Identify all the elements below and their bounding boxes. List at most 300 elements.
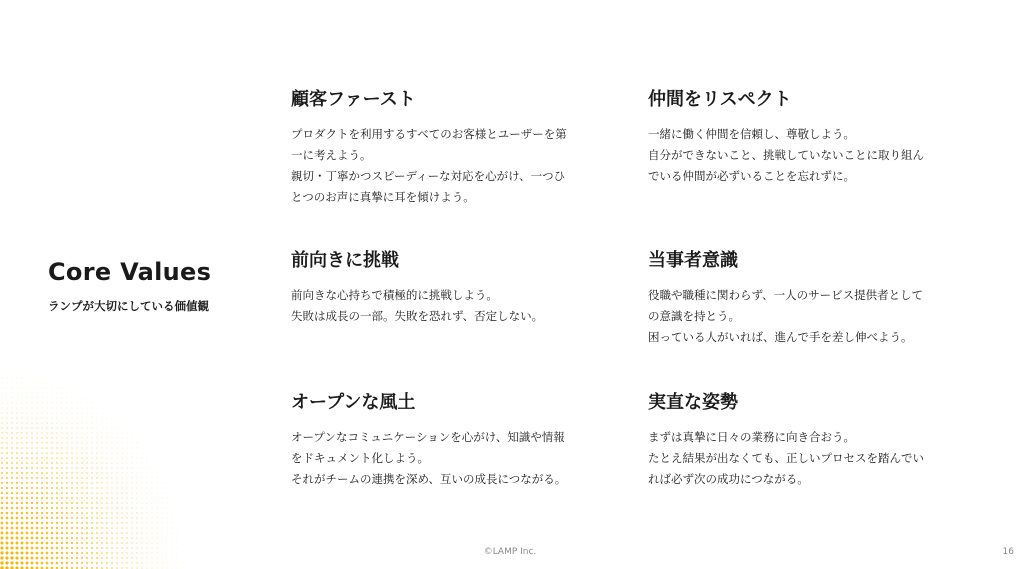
decorative-dot: [41, 502, 43, 504]
decorative-dot: [16, 407, 17, 408]
decorative-dot: [152, 523, 153, 524]
decorative-dot: [51, 447, 52, 448]
decorative-dot: [41, 537, 44, 540]
decorative-dot: [47, 408, 48, 409]
decorative-dot: [96, 512, 98, 514]
decorative-dot: [91, 532, 93, 534]
decorative-dot: [151, 562, 152, 563]
decorative-dot: [91, 542, 93, 544]
decorative-dot: [137, 488, 138, 489]
decorative-dot: [82, 413, 83, 414]
decorative-dot: [51, 472, 53, 474]
decorative-dot: [16, 487, 18, 489]
decorative-dot: [87, 403, 88, 404]
decorative-dot: [91, 492, 93, 494]
decorative-dot: [1, 457, 3, 459]
decorative-dot: [66, 457, 68, 459]
decorative-dot: [141, 512, 142, 513]
decorative-dot: [66, 542, 68, 544]
decorative-dot: [121, 522, 122, 523]
decorative-dot: [122, 428, 123, 429]
decorative-dot: [2, 378, 3, 379]
value-line: 失敗は成長の一部。失敗を恐れず、否定しない。: [291, 309, 544, 323]
decorative-dot: [182, 563, 183, 564]
decorative-dot: [66, 532, 68, 534]
decorative-dot: [96, 527, 98, 529]
decorative-dot: [71, 442, 72, 443]
decorative-dot: [137, 448, 138, 449]
decorative-dot: [1, 402, 2, 403]
value-line: 一緒に働く仲間を信頼し、尊敬しよう。: [648, 127, 855, 141]
decorative-dot: [92, 418, 93, 419]
decorative-dot: [86, 487, 88, 489]
decorative-dot: [17, 403, 18, 404]
decorative-dot: [31, 527, 34, 530]
decorative-dot: [56, 507, 58, 509]
decorative-dot: [177, 563, 178, 564]
decorative-dot: [31, 502, 33, 504]
decorative-dot: [22, 378, 23, 379]
decorative-dot: [16, 477, 18, 479]
decorative-dot: [17, 378, 18, 379]
value-line: 困っている人がいれば、進んで手を差し伸べよう。: [648, 330, 913, 344]
decorative-dot: [16, 497, 18, 499]
value-title: 仲間をリスペクト: [648, 89, 792, 110]
decorative-dot: [162, 488, 163, 489]
decorative-dot: [127, 433, 128, 434]
decorative-dot: [81, 477, 83, 479]
decorative-dot: [131, 542, 132, 543]
decorative-dot: [157, 528, 158, 529]
decorative-dot: [16, 452, 18, 454]
decorative-dot: [36, 482, 38, 484]
decorative-dot: [162, 493, 163, 494]
decorative-dot: [127, 438, 128, 439]
decorative-dot: [42, 398, 43, 399]
decorative-dot: [147, 498, 148, 499]
decorative-dot: [36, 407, 37, 408]
decorative-dot: [6, 442, 8, 444]
decorative-dot: [2, 393, 3, 394]
decorative-dot: [61, 427, 62, 428]
decorative-dot: [101, 492, 103, 494]
decorative-dot: [56, 497, 58, 499]
decorative-dot: [41, 432, 42, 433]
decorative-dot: [72, 418, 73, 419]
decorative-dot: [51, 512, 53, 514]
decorative-dot: [31, 472, 33, 474]
decorative-dot: [106, 542, 108, 544]
decorative-dot: [41, 512, 43, 514]
decorative-dot: [86, 507, 88, 509]
decorative-dot: [152, 493, 153, 494]
decorative-dot: [81, 522, 83, 524]
decorative-dot: [142, 478, 143, 479]
decorative-dot: [101, 497, 103, 499]
decorative-dot: [16, 542, 19, 545]
decorative-dot: [121, 502, 122, 503]
decorative-dot: [96, 447, 97, 448]
decorative-dot: [162, 508, 163, 509]
decorative-dot: [146, 537, 147, 538]
decorative-dot: [107, 443, 108, 444]
decorative-dot: [86, 562, 88, 564]
decorative-dot: [66, 502, 68, 504]
decorative-dot: [132, 458, 133, 459]
decorative-dot: [26, 422, 27, 423]
decorative-dot: [72, 403, 73, 404]
decorative-dot: [101, 512, 103, 514]
decorative-dot: [16, 502, 18, 504]
decorative-dot: [91, 557, 93, 559]
value-description: [291, 124, 621, 208]
decorative-dot: [81, 452, 82, 453]
decorative-dot: [66, 527, 68, 529]
decorative-dot: [21, 517, 24, 520]
decorative-dot: [126, 472, 127, 473]
decorative-dot: [6, 517, 9, 520]
decorative-dot: [146, 542, 147, 543]
decorative-dot: [66, 512, 68, 514]
decorative-dot: [126, 562, 127, 563]
decorative-dot: [97, 413, 98, 414]
decorative-dot: [31, 537, 34, 540]
decorative-dot: [81, 487, 83, 489]
value-line: をドキュメント化しよう。: [291, 451, 429, 465]
decorative-dot: [41, 542, 44, 545]
decorative-dot: [101, 507, 103, 509]
decorative-dot: [16, 437, 18, 439]
value-line: の意識を持とう。: [648, 309, 740, 323]
decorative-dot: [106, 497, 107, 498]
decorative-dot: [17, 388, 18, 389]
decorative-dot: [106, 487, 107, 488]
decorative-dot: [86, 542, 88, 544]
decorative-dot: [61, 452, 62, 453]
decorative-dot: [121, 527, 122, 528]
decorative-dot: [10, 561, 13, 564]
decorative-dot: [71, 532, 73, 534]
decorative-dot: [157, 518, 158, 519]
decorative-dot: [6, 522, 9, 525]
decorative-dot: [6, 417, 7, 418]
decorative-dot: [31, 492, 33, 494]
decorative-dot: [46, 427, 47, 428]
decorative-dot: [62, 408, 63, 409]
decorative-dot: [51, 462, 53, 464]
decorative-dot: [122, 448, 123, 449]
decorative-dot: [71, 512, 73, 514]
decorative-dot: [26, 562, 29, 565]
decorative-dot: [32, 403, 33, 404]
decorative-dot: [136, 512, 137, 513]
decorative-dot: [16, 442, 18, 444]
decorative-dot: [51, 507, 53, 509]
decorative-dot: [32, 393, 33, 394]
decorative-dot: [36, 497, 38, 499]
decorative-dot: [36, 502, 38, 504]
decorative-dot: [136, 527, 137, 528]
decorative-dot: [106, 527, 108, 529]
decorative-dot: [102, 438, 103, 439]
decorative-dot: [152, 528, 153, 529]
decorative-dot: [101, 522, 103, 524]
decorative-dot: [1, 482, 3, 484]
decorative-dot: [16, 462, 18, 464]
decorative-dot: [112, 423, 113, 424]
decorative-dot: [101, 517, 103, 519]
decorative-dot: [11, 432, 12, 433]
decorative-dot: [111, 462, 112, 463]
decorative-dot: [106, 447, 107, 448]
decorative-dot: [6, 407, 7, 408]
decorative-dot: [61, 532, 63, 534]
decorative-dot: [111, 487, 112, 488]
decorative-dot: [26, 407, 27, 408]
decorative-dot: [51, 532, 53, 534]
decorative-dot: [81, 497, 83, 499]
decorative-dot: [16, 412, 17, 413]
decorative-dot: [91, 497, 93, 499]
decorative-dot: [36, 537, 39, 540]
decorative-dot: [76, 457, 77, 458]
decorative-dot: [51, 527, 53, 529]
decorative-dot: [46, 522, 48, 524]
decorative-dot: [26, 472, 28, 474]
decorative-dot: [141, 517, 142, 518]
decorative-dot: [167, 558, 168, 559]
decorative-dot: [41, 557, 44, 560]
decorative-dot: [107, 428, 108, 429]
decorative-dot: [116, 462, 117, 463]
value-title: 実直な姿勢: [648, 392, 738, 413]
decorative-dot: [16, 507, 18, 509]
decorative-dot: [36, 517, 38, 519]
decorative-dot: [67, 413, 68, 414]
decorative-dot: [117, 438, 118, 439]
decorative-dot: [157, 543, 158, 544]
decorative-dot: [126, 527, 127, 528]
decorative-dot: [21, 432, 22, 433]
decorative-dot: [86, 472, 87, 473]
decorative-dot: [177, 528, 178, 529]
decorative-dot: [157, 563, 158, 564]
decorative-dot: [76, 512, 78, 514]
decorative-dot: [172, 528, 173, 529]
decorative-dot: [31, 497, 33, 499]
decorative-dot: [132, 468, 133, 469]
decorative-dot: [106, 557, 108, 559]
value-customer-first: [291, 88, 621, 208]
decorative-dot: [26, 467, 28, 469]
decorative-dot: [11, 532, 14, 535]
decorative-dot: [36, 472, 38, 474]
decorative-dot: [0, 561, 3, 564]
decorative-dot: [91, 537, 93, 539]
decorative-dot: [116, 507, 117, 508]
decorative-dot: [91, 472, 92, 473]
decorative-dot: [42, 383, 43, 384]
decorative-dot: [151, 537, 152, 538]
decorative-dot: [6, 432, 7, 433]
decorative-dot: [127, 463, 128, 464]
core-values-subtitle: ランプが大切にしている価値観: [48, 299, 209, 313]
decorative-dot: [61, 422, 62, 423]
decorative-dot: [1, 512, 4, 515]
decorative-dot: [136, 507, 137, 508]
decorative-dot: [16, 532, 19, 535]
decorative-dot: [92, 413, 93, 414]
decorative-dot: [1, 492, 3, 494]
decorative-dot: [81, 472, 83, 474]
decorative-dot: [7, 398, 8, 399]
decorative-dot: [61, 507, 63, 509]
decorative-dot: [136, 557, 137, 558]
value-line: まずは真摯に日々の業務に向き合おう。: [648, 430, 855, 444]
value-line: オープンなコミュニケーションを心がけ、知識や情報: [291, 430, 565, 444]
decorative-dot: [37, 388, 38, 389]
decorative-dot: [87, 413, 88, 414]
decorative-dot: [21, 527, 24, 530]
decorative-dot: [61, 417, 62, 418]
decorative-dot: [46, 542, 49, 545]
decorative-dot: [81, 537, 83, 539]
decorative-dot: [66, 437, 67, 438]
decorative-dot: [31, 487, 33, 489]
decorative-dot: [66, 472, 68, 474]
decorative-dot: [126, 532, 127, 533]
decorative-dot: [92, 408, 93, 409]
decorative-dot: [101, 502, 103, 504]
decorative-dot: [7, 393, 8, 394]
decorative-dot: [142, 493, 143, 494]
decorative-dot: [11, 407, 12, 408]
decorative-dot: [132, 478, 133, 479]
decorative-dot: [106, 492, 107, 493]
decorative-dot: [6, 502, 8, 504]
decorative-dot: [71, 557, 73, 559]
decorative-dot: [46, 512, 48, 514]
decorative-dot: [76, 497, 78, 499]
decorative-dot: [11, 447, 13, 449]
decorative-dot: [66, 562, 68, 564]
decorative-dot: [111, 457, 112, 458]
decorative-dot: [5, 541, 8, 544]
decorative-dot: [2, 383, 3, 384]
decorative-dot: [167, 528, 168, 529]
decorative-dot: [61, 492, 63, 494]
decorative-dot: [51, 497, 53, 499]
decorative-dot: [101, 457, 102, 458]
decorative-dot: [21, 482, 23, 484]
decorative-dot: [21, 542, 24, 545]
decorative-dot: [137, 468, 138, 469]
decorative-dot: [172, 563, 173, 564]
decorative-dot: [117, 423, 118, 424]
decorative-dot: [91, 522, 93, 524]
decorative-dot: [26, 437, 27, 438]
decorative-dot: [26, 457, 28, 459]
decorative-dot: [66, 432, 67, 433]
decorative-dot: [21, 512, 24, 515]
decorative-dot: [6, 512, 9, 515]
decorative-dot: [71, 517, 73, 519]
decorative-dot: [177, 558, 178, 559]
decorative-dot: [162, 543, 163, 544]
decorative-dot: [26, 487, 28, 489]
decorative-dot: [101, 487, 102, 488]
decorative-dot: [76, 507, 78, 509]
decorative-dot: [76, 522, 78, 524]
decorative-dot: [101, 447, 102, 448]
decorative-dot: [46, 537, 49, 540]
decorative-dot: [61, 557, 63, 559]
value-open-culture: [291, 391, 621, 490]
decorative-dot: [76, 557, 78, 559]
decorative-dot: [126, 497, 127, 498]
decorative-dot: [56, 487, 58, 489]
decorative-dot: [7, 388, 8, 389]
decorative-dot: [71, 527, 73, 529]
decorative-dot: [86, 522, 88, 524]
decorative-dot: [61, 477, 63, 479]
decorative-dot: [16, 482, 18, 484]
decorative-dot: [46, 452, 48, 454]
decorative-dot: [26, 527, 29, 530]
decorative-dot: [127, 468, 128, 469]
decorative-dot: [131, 482, 132, 483]
decorative-dot: [101, 467, 102, 468]
decorative-dot: [46, 527, 48, 529]
decorative-dot: [57, 403, 58, 404]
decorative-dot: [46, 517, 48, 519]
decorative-dot: [136, 542, 137, 543]
decorative-dot: [11, 477, 13, 479]
decorative-dot: [77, 408, 78, 409]
decorative-dot: [71, 507, 73, 509]
value-respect-colleagues: [648, 88, 978, 187]
decorative-dot: [111, 542, 113, 544]
decorative-dot: [157, 508, 158, 509]
decorative-dot: [6, 452, 8, 454]
decorative-dot: [97, 438, 98, 439]
decorative-dot: [27, 398, 28, 399]
decorative-dot: [41, 507, 43, 509]
decorative-dot: [142, 453, 143, 454]
decorative-dot: [11, 527, 14, 530]
decorative-dot: [61, 462, 63, 464]
decorative-dot: [81, 527, 83, 529]
decorative-dot: [97, 433, 98, 434]
decorative-dot: [71, 487, 73, 489]
decorative-dot: [182, 568, 183, 569]
decorative-dot: [116, 527, 118, 529]
decorative-dot: [26, 507, 28, 509]
decorative-dot: [6, 527, 9, 530]
decorative-dot: [26, 497, 28, 499]
decorative-dot: [1, 522, 4, 525]
decorative-dot: [72, 413, 73, 414]
decorative-dot: [41, 472, 43, 474]
decorative-dot: [96, 492, 98, 494]
decorative-dot: [81, 502, 83, 504]
decorative-dot: [86, 557, 88, 559]
decorative-dot: [126, 537, 127, 538]
decorative-dot: [131, 562, 132, 563]
decorative-dot: [132, 463, 133, 464]
decorative-dot: [147, 468, 148, 469]
decorative-dot: [17, 393, 18, 394]
